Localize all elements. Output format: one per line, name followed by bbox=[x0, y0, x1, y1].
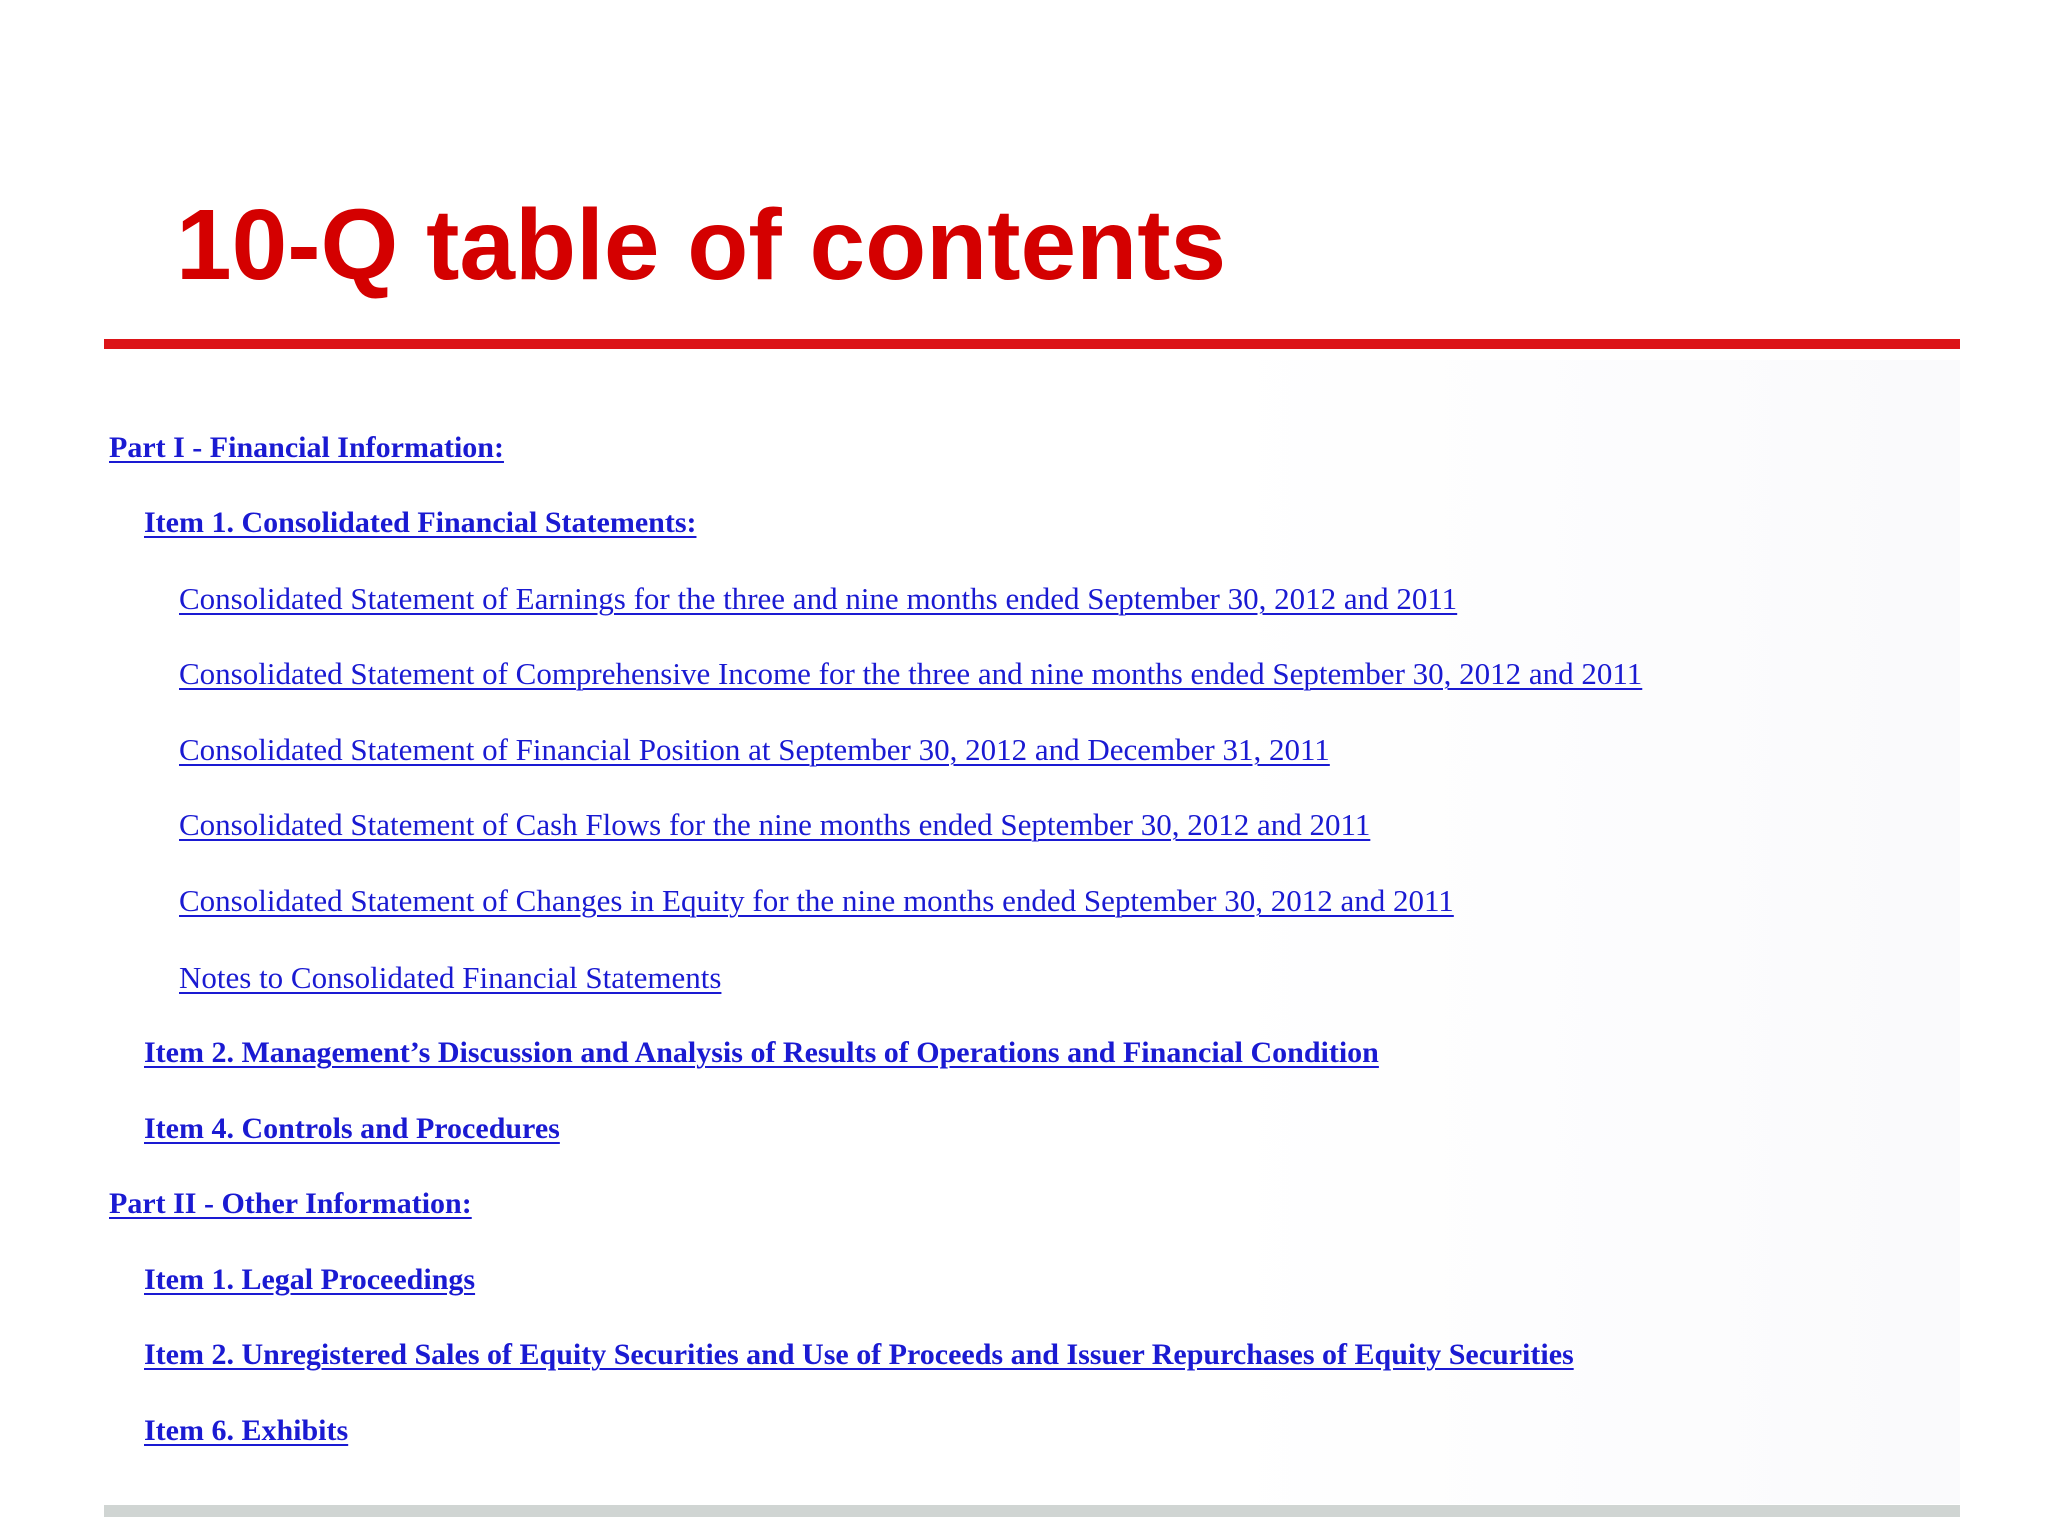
toc-link-item-2-mdna[interactable]: Item 2. Management’s Discussion and Analysis of Results of Operations and Financial Condition bbox=[144, 1036, 1379, 1069]
toc-entry-item-2-mdna bbox=[144, 1033, 1379, 1073]
toc-entry-cash-flows bbox=[179, 805, 1370, 845]
toc-link-item-4-controls[interactable]: Item 4. Controls and Procedures bbox=[144, 1112, 560, 1145]
toc-entry-part-2 bbox=[109, 1184, 472, 1224]
toc-entry-earnings bbox=[179, 579, 1457, 619]
slide-title: 10-Q table of contents bbox=[176, 189, 1227, 301]
toc-link-part-1[interactable]: Part I - Financial Information: bbox=[109, 431, 504, 464]
toc-link-changes-in-equity[interactable]: Consolidated Statement of Changes in Equity for the nine months ended September 30, 2012 and 2011 bbox=[179, 883, 1454, 918]
toc-link-item-1-financial-statements[interactable]: Item 1. Consolidated Financial Statements: bbox=[144, 506, 697, 539]
toc-entry-exhibits bbox=[144, 1411, 348, 1451]
toc-link-comprehensive-income[interactable]: Consolidated Statement of Comprehensive Income for the three and nine months ended September 30, 2012 and 2011 bbox=[179, 656, 1643, 691]
bottom-divider bbox=[104, 1505, 1960, 1517]
toc-entry-part-1 bbox=[109, 428, 504, 468]
toc-entry-item-1 bbox=[144, 503, 696, 543]
toc-entry-changes-in-equity bbox=[179, 881, 1454, 921]
title-divider bbox=[104, 339, 1960, 349]
toc-entry-notes bbox=[179, 958, 721, 998]
toc-link-part-2[interactable]: Part II - Other Information: bbox=[109, 1187, 472, 1220]
toc-link-cash-flows[interactable]: Consolidated Statement of Cash Flows for the nine months ended September 30, 2012 and 2011 bbox=[179, 807, 1371, 842]
toc-link-exhibits[interactable]: Item 6. Exhibits bbox=[144, 1414, 349, 1447]
toc-entry-financial-position bbox=[179, 730, 1330, 770]
toc-entry-item-4-controls bbox=[144, 1109, 560, 1149]
toc-panel bbox=[104, 360, 1960, 1504]
toc-link-financial-position[interactable]: Consolidated Statement of Financial Position at September 30, 2012 and December 31, 2011 bbox=[179, 732, 1330, 767]
toc-link-notes[interactable]: Notes to Consolidated Financial Statements bbox=[179, 960, 722, 995]
toc-entry-comprehensive-income bbox=[179, 654, 1642, 694]
toc-link-legal-proceedings[interactable]: Item 1. Legal Proceedings bbox=[144, 1263, 476, 1296]
toc-entry-unregistered-sales bbox=[144, 1335, 1574, 1375]
toc-entry-legal-proceedings bbox=[144, 1260, 475, 1300]
toc-link-statement-of-earnings[interactable]: Consolidated Statement of Earnings for the three and nine months ended September 30, 2012 and 2011 bbox=[179, 581, 1458, 616]
toc-link-unregistered-sales[interactable]: Item 2. Unregistered Sales of Equity Securities and Use of Proceeds and Issuer Repurchases of Equity Securities bbox=[144, 1338, 1574, 1371]
